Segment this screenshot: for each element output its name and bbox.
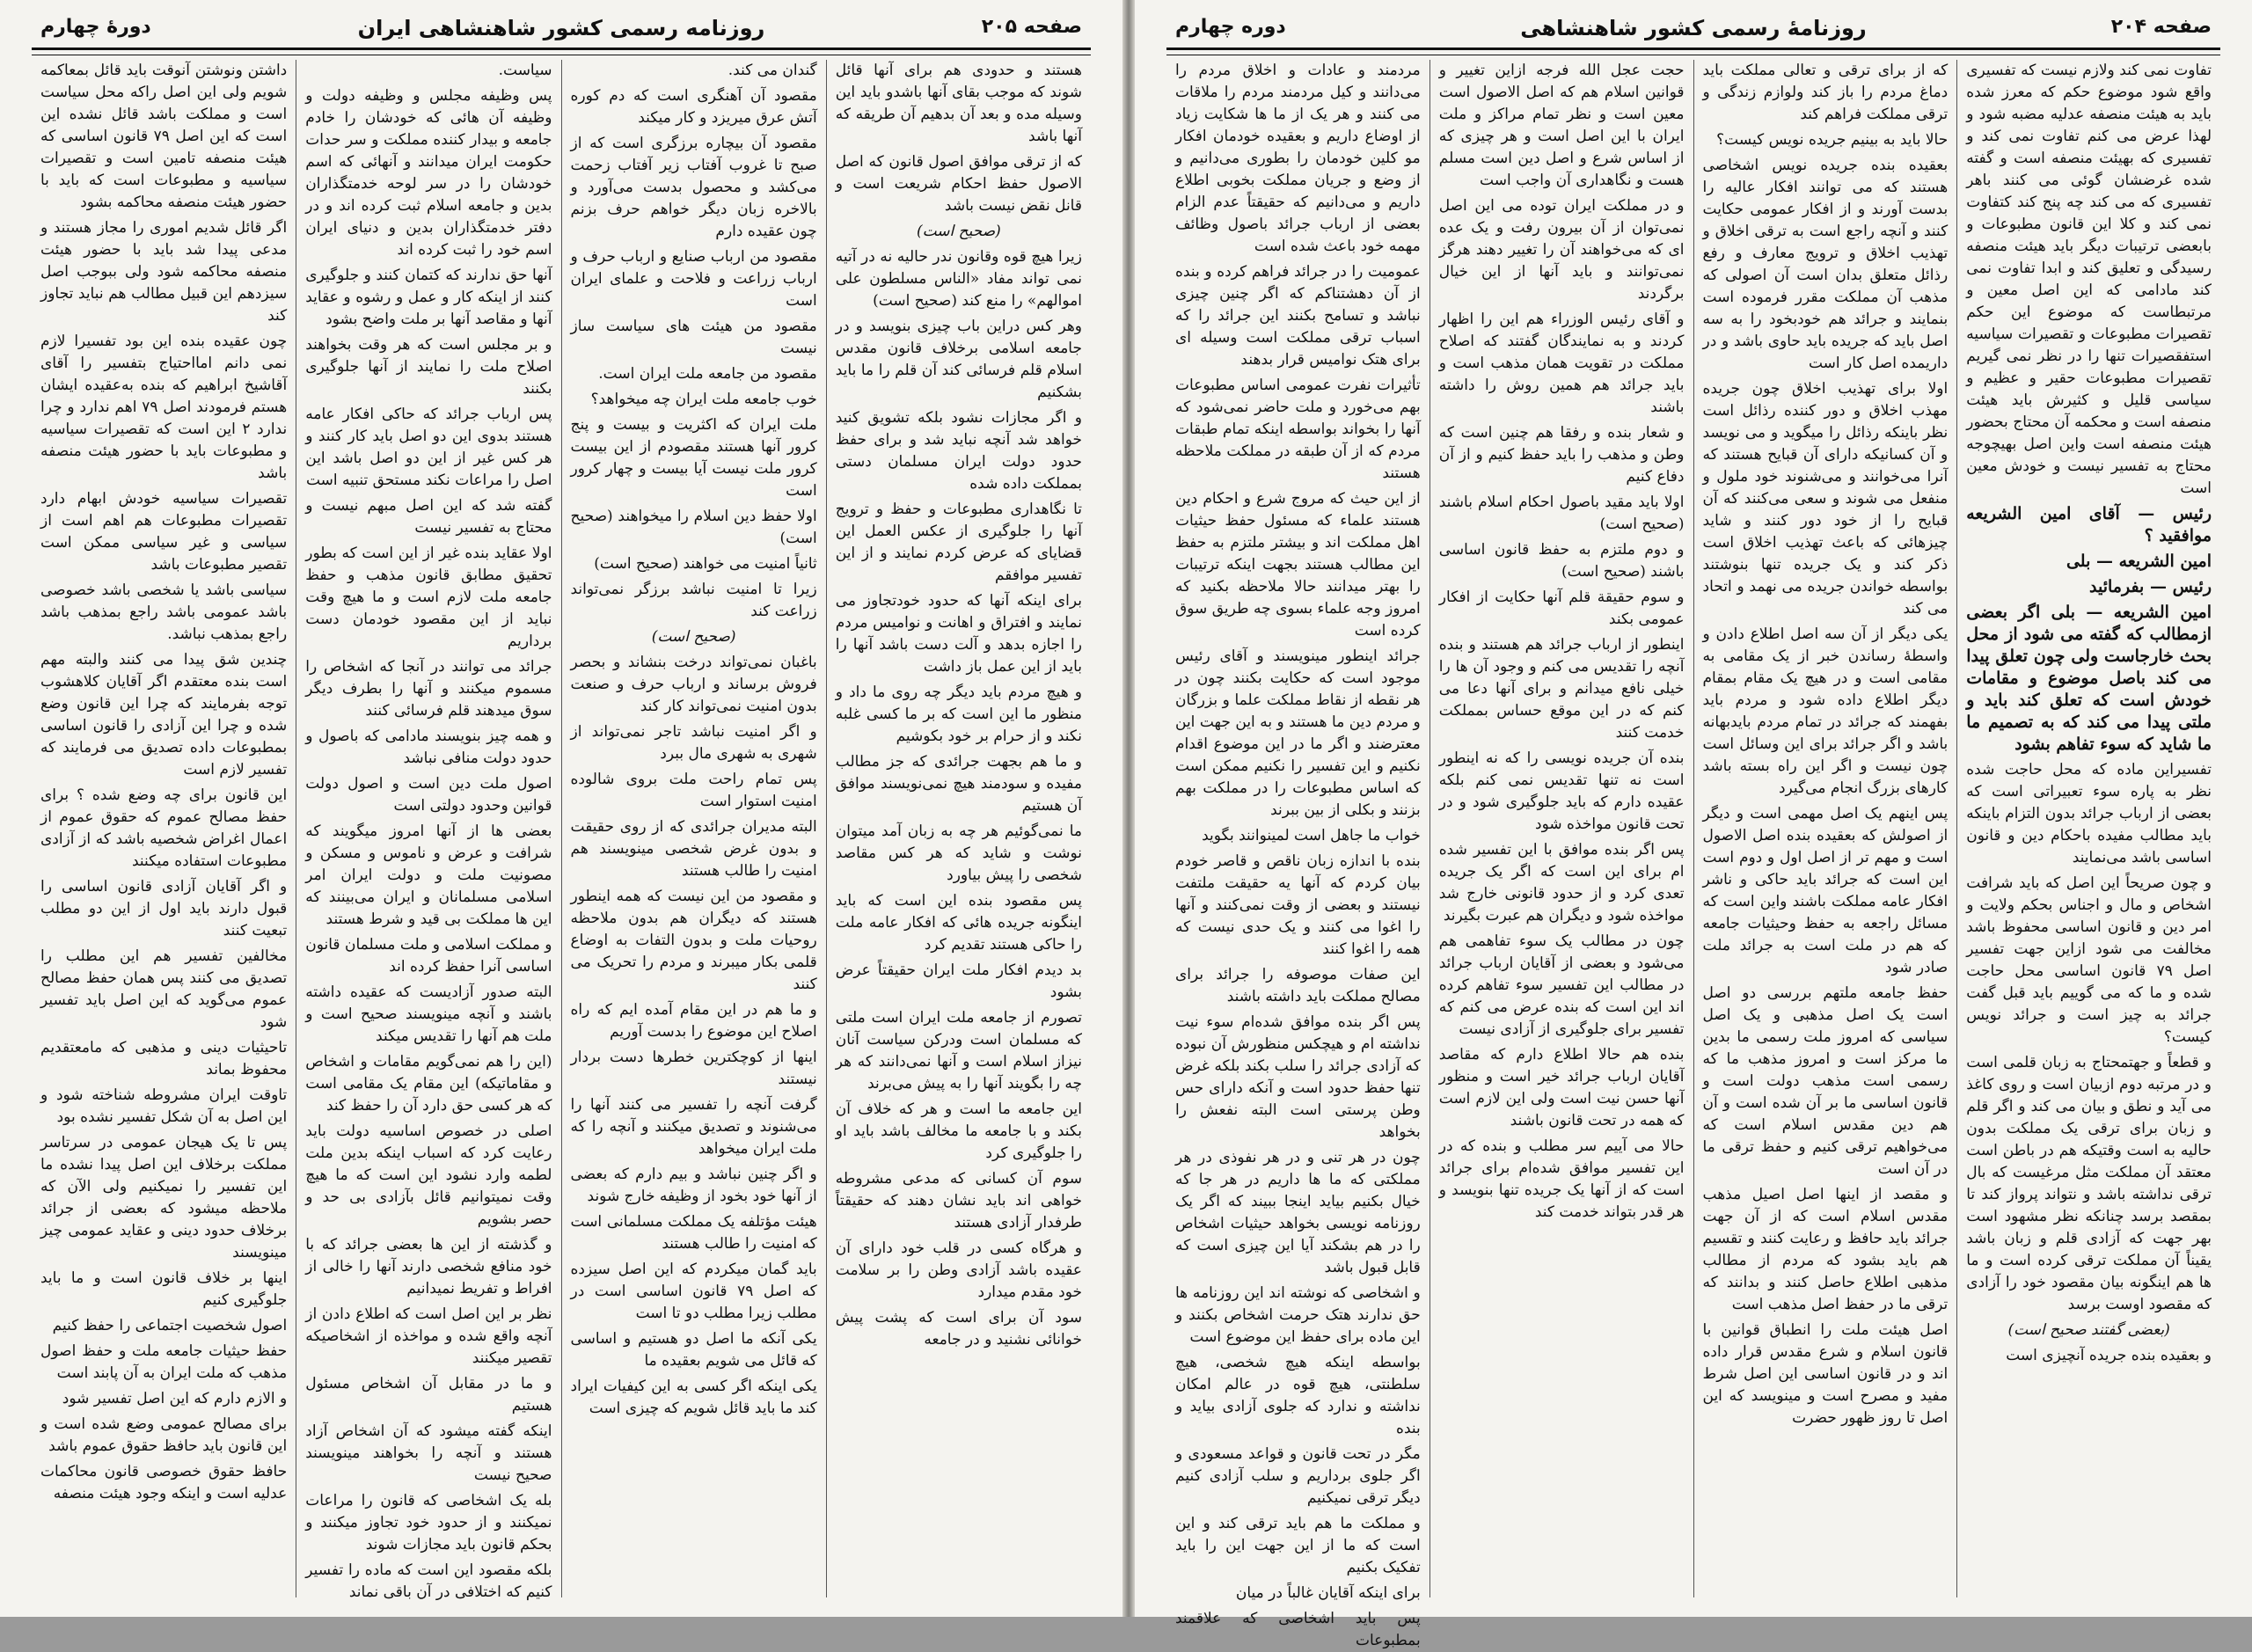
paragraph: زیرا هیچ قوه وقانون ندر حالیه نه در آتیه نمی تواند مفاد «الناس مسلطون علی اموالهم» را منع کند (صحیح است)	[835, 248, 1082, 310]
paragraph: و در مملکت ایران توده می این اصل نمی‌توان از آن بیرون رفت و یک عده ای که می‌خواهند آن را تغییر دهند هرگز نمی‌توانند و باید آنها از این خیال برگردند	[1438, 197, 1685, 303]
text-column	[1694, 60, 1958, 1597]
paragraph: مقصود آن بیچاره برزگری است که از صبح تا غروب آفتاب زیر آفتاب زحمت می‌کشد و محصول بدست می‌آورد و بالاخره زبان دیگر خواهم حرف بزنم چون عقیده دارم	[570, 135, 817, 240]
paragraph: از این حیث که مروج شرع و احکام دین هستند علماء که مسئول حفظ حیثیات اهل مملکت اند و بیشتر ملتزم به حفظ این مطالب هستند بجهت اینکه ترتیبات را بهتر میدانند حالا ملاحظه بکنید که امروز وجه علماء بسوی چه طریق سوق کرده است	[1175, 490, 1421, 640]
paragraph: پس تمام راحت ملت بروی شالوده امنیت استوار است	[570, 771, 817, 810]
paragraph: و ما هم در این مقام آمده ایم که راه اصلاح این موضوع را بدست آوریم	[570, 1001, 817, 1041]
paragraph: ثانیاً امنیت می خواهند (صحیح است)	[594, 555, 817, 573]
paragraph: اینها بر خلاف قانون است و ما باید جلوگیری کنیم	[40, 1269, 288, 1309]
paragraph: پس مقصود بنده این است که باید اینگونه جریده هائی که افکار عامه ملت را حاکی هستند تقدیم کرد	[835, 892, 1082, 954]
paragraph: و هیچ مردم باید دیگر چه روی ما داد و منظور ما این است که بر ما کسی غلبه نکند و از حرام بر خود بکوشیم	[835, 683, 1082, 745]
paragraph: و اگر آقایان آزادی قانون اساسی را قبول دارند باید اول از این دو مطلب تبعیت کنند	[40, 878, 288, 939]
paragraph: اگر قائل شدیم اموری را مجاز هستند و مدعی پیدا شد باید با حضور هیئت منصفه محاکمه شود ولی ببوجب اصل سیزدهم این قبیل مطالب هم نباید تجاوز کند	[40, 219, 288, 325]
text-column	[1166, 60, 1430, 1649]
paragraph: چون در مطالب یک سوء تفاهمی هم می‌شود و بعضی از آقایان ارباب جرائد در مطالب این تفسیر سوء تفاهم کرده اند این است که بنده عرض می کنم که تفسیر برای جلوگیری از آزادی نیست	[1438, 932, 1685, 1038]
paragraph: مقصود آن آهنگری است که دم کوره آتش عرق میریزد و کار میکند	[570, 87, 817, 127]
paragraph: تاوقت ایران مشروطه شناخته شود و این اصل به آن شکل تفسیر نشده بود	[40, 1086, 288, 1126]
paragraph: اصل هیئت ملت را انطباق قوانین با قانون اسلام و شرع مقدس قرار داده اند و در قانون اساسی این اصل شرط مفید و مصرح است و مینویسد که این اصل تا روز ظهور حضرت	[1702, 1321, 1949, 1427]
paragraph: (صحیح است)	[916, 223, 1001, 240]
paragraph: حالا می آییم سر مطلب و بنده که در این تفسیر موافق شده‌ام برای جرائد است که از آنها یک جریده تنها بنویسد و هر قدر بتواند خدمت کند	[1438, 1137, 1685, 1221]
paragraph: آنها حق ندارند که کتمان کنند و جلوگیری کنند از اینکه کار و عمل و رشوه و عقاید آنها و مقاصد آنها بر ملت واضح بشود	[305, 267, 552, 328]
paragraph: (این را هم نمی‌گویم مقامات و اشخاص و مقاماتیکه) این مقام یک مقامی است که هر کسی حق دارد آن را حفظ کند	[305, 1053, 552, 1115]
paragraph: البته صدور آزادیست که عقیده داشته باشند و آنچه مینویسند صحیح است و ملت هم آنها را تقدیس میکند	[305, 983, 552, 1045]
paragraph: و سوم حقیقة قلم آنها حکایت از افکار عمومی بکند	[1438, 588, 1685, 628]
paragraph: پس باید اشخاصی که علاقمند بمطبوعات	[1175, 1610, 1421, 1649]
paragraph: و قطعاً و جهتمحتاج به زبان قلمی است و در مرتبه دوم ازبیان است و روی کاغذ می آید و نطق و بیان می کند و اگر قلم و زبان برای ترقی یک مملکت بدون حالیه به است وقتیکه هم در باطن است معتقد آن مملکت مثل مرغیست که بال ترقی نداشته باشد و نتواند پرواز کند تا بمقصد برسد چنانکه نظر مشهود است بهر جهت که آزادی قلم و زبان باشد یقیناً آن مملکت ترقی کرده است و ما ها هم اینگونه بیان مقصود خود را آزادی که مقصود اوست برسد	[1966, 1054, 2212, 1313]
paragraph: باید گمان میکردم که این اصل سیزده که اصل ۷۹ قانون اساسی است در مطلب زیرا مطلب دو تا است	[570, 1261, 817, 1322]
paragraph: اینطور از ارباب جرائد هم هستند و بنده آنچه را تقدیس می کنم و وجود آن ها را خیلی نافع میدانم و برای آنها دعا می کنم که در این موقع حساس بمملکت خدمت کنند	[1438, 636, 1685, 742]
paragraph: و چون صریحاً این اصل که باید شرافت اشخاص و مال و اجناس بحکم ولایت و امر دین و قانون اساسی محفوظ باشد مخالفت می شود ازاین جهت تفسیر اصل ۷۹ قانون اساسی محل حاجت شده و ما که می گوییم باید قبل گفت جرائد به چیز است و جرائد نویس کیست؟	[1966, 874, 2212, 1046]
paragraph: خواب ما جاهل است لمینوانند بگوید	[1202, 827, 1421, 844]
paragraph: تصورم از جامعه ملت ایران است ملتی که مسلمان است ودرکن سیاست آنان نیزاز اسلام است و آنها نمی‌دانند که هر چه را بگویند آنها را به پیش می‌برند	[835, 1009, 1082, 1093]
paragraph: باغبان نمی‌تواند درخت بنشاند و بحصر فروش برساند و ارباب حرف و صنعت بدون امنیت نمی‌تواند کار کند	[570, 654, 817, 715]
paragraph: برای اینکه آنها که حدود خودتجاوز می نمایند و افتراق و اهانت و نوامیس مردم را اجازه بدهد و آلت دست باشد آنها را باید از این عمل باز داشت	[835, 592, 1082, 676]
paragraph: و مملکت ما هم باید ترقی کند و این است که ما از این جهت این را باید تفکیک بکنیم	[1175, 1515, 1421, 1576]
paragraph: بنده آن جریده نویسی را که نه اینطور است نه تنها تقدیس نمی کنم بلکه عقیده دارم که باید جلوگیری شود و در تحت قانون مواخذه شود	[1438, 749, 1685, 833]
speaker-line: امین الشریعه — بلی	[2066, 552, 2212, 571]
paragraph: مقصود من ارباب صنایع و ارباب حرف و ارباب زراعت و فلاحت و علمای ایران است	[570, 248, 817, 310]
volume-label: دورهٔ چهارم	[40, 16, 151, 38]
paragraph: و مقصود من این نیست که همه اینطور هستند که دیگران هم بدون ملاحظه روحیات ملت و بدون التفات به اوضاع قلمی بکار میبرند و مردم را تحریک می کنند	[570, 888, 817, 993]
header-rule	[1166, 48, 2220, 55]
paragraph: این جامعه ما است و هر که خلاف آن بکند و با جامعه ما مخالف باشد باید او را جلوگیری کرد	[835, 1100, 1082, 1162]
paragraph: و مقصد از اینها اصل اصیل مذهب مقدس اسلام است که از آن جهت جرائد باید حافظ و رعایت کنند و تقسیم هم باید بشود که مردم از مطالب مذهبی اطلاع حاصل کنند و بدانند که ترقی ما در حفظ اصل مذهب است	[1702, 1186, 1949, 1313]
text-column	[296, 60, 561, 1601]
paragraph: یکی آنکه ما اصل دو هستیم و اساسی که قائل می شویم بعقیده ما	[570, 1330, 817, 1370]
paragraph: تا نگاهداری مطبوعات و حفظ و ترویج آنها را جلوگیری از عکس العمل این قضایای که عرض کردم نمایند و از این تفسیر موافقم	[835, 501, 1082, 584]
text-column	[1430, 60, 1694, 1597]
paragraph: و اگر مجازات نشود بلکه تشویق کنید خواهد شد آنچه نباید شد و برای حفظ حدود دولت ایران مسلمان دستی بمملکت داده شده	[835, 409, 1082, 493]
paragraph: زیرا تا امنیت نباشد برزگر نمی‌تواند زراعت کند	[570, 581, 817, 620]
speaker-line: امین الشریعه — بلی اگر بعضی ازمطالب که گفته می شود از محل بحث خارجاست ولی چون تعلق پیدا می کند باصل موضوع و مقامات خودش است که تعلق کند باید و ملتی پیدا می کند که به تصمیم ما ما شاید که سوء تفاهم بشود	[1966, 603, 2212, 754]
running-head-right	[1166, 11, 2220, 49]
paragraph: گفته شد که این اصل مبهم نیست و محتاج به تفسیر نیست	[305, 497, 552, 537]
paragraph: مخالفین تفسیر هم این مطلب را تصدیق می کنند پس همان حفظ مصالح عموم می‌گوید که این اصل باید تفسیر شود	[40, 947, 288, 1031]
paragraph: مقصود من جامعه ملت ایران است.	[598, 365, 817, 383]
paragraph: این صفات موصوفه را جرائد برای مصالح مملکت باید داشته باشند	[1175, 966, 1421, 1005]
paragraph: البته مدیران جرائدی که از روی حقیقت و بدون غرض شخصی مینویسند هم امنیت را طالب هستند	[570, 818, 817, 880]
columns	[1166, 60, 2220, 1649]
paragraph: و گذشته از این ها بعضی جرائد که با خود منافع شخصی دارند آنها را خالی از افراط و تفریط نمیدانیم	[305, 1236, 552, 1297]
running-head-left	[32, 11, 1091, 49]
paragraph: اصول شخصیت اجتماعی را حفظ کنیم	[52, 1317, 288, 1334]
newspaper-title: روزنامهٔ رسمی کشور شاهنشاهی	[1520, 16, 1867, 40]
paragraph: اینها از کوچکترین خطرها دست بردار نیستند	[570, 1049, 817, 1088]
paragraph: و آقای رئیس الوزراء هم این را اظهار کردند و به نمایندگان گفتند که اصلاح مملکت در تقویت همان مذهب است و باید جرائد هم همین روش را داشته باشند	[1438, 311, 1685, 416]
paragraph: چون در هر تنی و در هر نفوذی در هر مملکتی که ما ها داریم در هر جا که خیال بکنیم بیاید اینجا ببیند که اگر یک روزنامه نویسی بخواهد حیثیات اشخاص را در هم بشکند آیا این چیزی است که قابل قبول باشد	[1175, 1149, 1421, 1276]
paragraph: اولا برای تهذیب اخلاق چون جریده مهذب اخلاق و دور کننده رذائل است نظر باینکه رذائل را میگوید و می نویسد و آن کسانیکه دارای آن قبایح هستند که آنرا می‌خوانند و می‌شنوند خود ملول و منفعل می شوند و سعی می‌کنند که آن قبایح را از خود دور کنند و شاید چیزهائی که باعث تهذیب اخلاق است ذکر کند و یک جریده تنها بنوشتند بواسطه خواندن جریده می نهمد و اتحاد می کند	[1702, 380, 1949, 618]
paragraph: (بعضی گفتند صحیح است)	[2007, 1321, 2170, 1339]
speaker-line: رئیس — آقای امین الشریعه موافقید ؟	[1966, 504, 2212, 545]
paragraph: ملت ایران که اکثریت و بیست و پنج کرور آنها هستند مقصودم از این بیست کرور ملت نیست آیا بیست و چهار کرور است	[570, 416, 817, 500]
paragraph: حالا باید به بینیم جریده نویس کیست؟	[1716, 131, 1949, 149]
text-column	[32, 60, 296, 1597]
paragraph: یکی اینکه اگر کسی به این کیفیات ایراد کند ما باید قائل شویم که چیزی است	[570, 1378, 817, 1417]
paragraph: و ما هم بجهت جرائدی که جز مطالب مفیده و سودمند هیچ نمی‌نویسند موافق آن هستیم	[835, 753, 1082, 815]
paragraph: بعضی ها از آنها امروز میگویند که شرافت و عرض و ناموس و مسکن و مصونیت ملت و دولت ایران امر اسلامی مسلمانان و ایران می‌بینند که این ها مملکت بی قید و شرط هستند	[305, 822, 552, 928]
paragraph: مگر در تحت قانون و قواعد مسعودی و اگر جلوی برداریم و سلب آزادی کنیم دیگر ترقی نمیکنیم	[1175, 1445, 1421, 1507]
paragraph: اصول ملت دین است و اصول دولت قوانین وحدود دولتی است	[305, 775, 552, 815]
paragraph: چندین شق پیدا می کنند والبته مهم است بنده معتقدم اگر آقایان کلاهشوب توجه بفرمایند که چرا این قانون وضع شده و چرا این آزادی را قانون اساسی بمطبوعات داده تصدیق می فرمایند که تفسیر لازم است	[40, 651, 288, 778]
paragraph: گندان می کند.	[728, 62, 817, 79]
paragraph: بله یک اشخاصی که قانون را مراعات نمیکنند و از حدود خود تجاوز میکنند و بحکم قانون باید مجازات شوند	[305, 1492, 552, 1553]
paragraph: گرفت آنچه را تفسیر می کنند آنها را می‌شنوند و تصدیق میکنند و آنچه را که ملت ایران میخواهد	[570, 1096, 817, 1158]
newspaper-title: روزنامه رسمی کشور شاهنشاهی ایران	[357, 16, 765, 40]
page-number: صفحه ۲۰۵	[981, 16, 1082, 38]
paragraph: اولا باید مقید باصول احکام اسلام باشند (صحیح است)	[1438, 493, 1685, 533]
paragraph: بنده با اندازه زبان ناقص و قاصر خودم بیان کردم که آنها یه حقیقت ملتفت نیستند و بعضی از وقت نمی‌کنند و آنها را اغوا می کنند و یک حدی نیست که همه را اغوا کنند	[1175, 852, 1421, 958]
left-page	[0, 0, 1122, 1617]
paragraph: اولا حفظ دین اسلام را میخواهند (صحیح است)	[570, 508, 817, 547]
text-column	[1957, 60, 2220, 1597]
text-column	[827, 60, 1091, 1597]
paragraph: هیئت مؤتلفه یک مملکت مسلمانی است که امنیت را طالب هستند	[570, 1213, 817, 1253]
text-column	[562, 60, 827, 1597]
paragraph: حفظ جامعه ملتهم بررسی دو اصل است یک اصل مذهبی و یک اصل سیاسی که امروز ملت رسمی ما بدین ما مرکز است و امروز مذهب ما که رسمی است مذهب دولت است و قانون اساسی ما بر آن شده است و آن هم دین مقدس اسلام است که می‌خواهیم ترقی کنیم و حفظ ترقی ما در آن است	[1702, 984, 1949, 1178]
paragraph: جرائد اینطور مینویسند و آقای رئیس موجود است که حکایت بکنند چون در هر نقطه از نقاط مملکت علما و بزرگان و مردم دین ما هستند و به این جهت این معترضند و اگر ما در این موضوع اقدام نکنیم و این تفسیر را نکنیم ممکن است که اساس مطبوعات را در مملکت بهم بزنند و بکلی از بین ببرند	[1175, 647, 1421, 819]
paragraph: اولا عقاید بنده غیر از این است که بطور تحقیق مطابق قانون مذهب و حفظ جامعه ملت لازم است و ما هیچ وقت نباید از این مقصود خودمان دست برداریم	[305, 545, 552, 650]
paragraph: تفسیراین ماده که محل حاجت شده نظر به پاره سوء تعبیراتی است که بعضی از ارباب جرائد بدون التزام باینکه باید مطالب مفیده باحکام دین و قانون اساسی باشد می‌نمایند	[1966, 761, 2212, 866]
paragraph: مقصود من هیئت های سیاست ساز نیست	[570, 318, 817, 357]
paragraph: و همه چیز بنویسند مادامی که باصول و حدود دولت منافی نباشد	[305, 727, 552, 767]
paragraph: سود آن برای است که پشت پیش خوانائی نشنید و در جامعه	[835, 1309, 1082, 1349]
paragraph: سیاسی باشد یا شخصی باشد خصوصی باشد عمومی باشد راجع بمذهب باشد راجع بمذهب نباشد.	[40, 581, 288, 643]
paragraph: اینکه گفته میشود که آن اشخاص آزاد هستند و آنچه را بخواهند مینویسند صحیح نیست	[305, 1422, 552, 1484]
paragraph: پس ارباب جرائد که حاکی افکار عامه هستند بدوی این دو اصل باید کار کنند و هر کس غیر از این دو اصل باشد این اصل را مراعات نکند مستحق تنبیه است	[305, 406, 552, 489]
paragraph: پس تا یک هیجان عمومی در سرتاسر مملکت برخلاف این اصل پیدا نشده ما این تفسیر را نمیکنیم ولی الآن که ملاحظه میشود که بعضی از جرائد برخلاف حدود دینی و عقاید عمومی چیز مینویسند	[40, 1134, 288, 1261]
paragraph: و اشخاصی که نوشته اند این روزنامه ها حق ندارند هتک حرمت اشخاص بکنند و این ماده برای حفظ این موضوع است	[1175, 1284, 1421, 1346]
paragraph: و شعار بنده و رفقا هم چنین است که وطن و مذهب را باید حفظ کنیم و از آن دفاع کنیم	[1438, 424, 1685, 486]
header-rule	[32, 48, 1091, 55]
paragraph: و الازم دارم که این اصل تفسیر شود	[62, 1390, 288, 1407]
paragraph: چون عقیده بنده این بود تفسیرا لازم نمی دانم امااحتیاج بتفسیر را آقای آقاشیخ ابراهیم که بنده به‌عقیده ایشان هستم فرمودند اصل ۷۹ اهم ندارد و چرا ندارد ۲ این است که تقصیرات سیاسیه و مطبوعات باید با حضور هیئت منصفه باشد	[40, 333, 288, 482]
paragraph: که از ترقی موافق اصول قانون که اصل الاصول حفظ احکام شریعت است و قانل نقض نیست باشد	[835, 153, 1082, 215]
paragraph: وهر کس دراین باب چیزی بنویسد و در جامعه اسلامی برخلاف قانون مقدس اسلام قلم فرسائی کند آن قلم را ما باید بشکنیم	[835, 318, 1082, 401]
paragraph: بواسطه اینکه هیچ شخصی، هیچ سلطنتی، هیچ قوه در عالم امکان نداشته و ندارد که جلوی آزادی بیاید و بنده	[1175, 1354, 1421, 1437]
book-gutter	[1122, 0, 1135, 1617]
paragraph: (صحیح است)	[651, 628, 736, 646]
paragraph: برای اینکه آقایان غالباً در میان	[1235, 1584, 1421, 1602]
paragraph: داشتن ونوشتن آنوقت باید قائل بمعاکمه شویم ولی این اصل راکه محل سیاست است و مملکت باشد قائل نشده این است که این اصل ۷۹ قانون اساسی که هیئت منصفه تامین است و تقصیرات سیاسیه و مطبوعات است که باید با حضور هیئت منصفه محاکمه بشود	[40, 62, 288, 211]
right-page	[1135, 0, 2252, 1649]
paragraph: پس اینهم یک اصل مهمی است و دیگر از اصولش که بعقیده بنده اصل الاصول است و مهم تر از اصل اول و دوم است این است که جرائد باید حاکی و ناشر افکار عامه مملکت باشند واین است که مسائل راجعه به حفظ وحیثیات جامعه که هم در ملت است به جرائد ملت صادر شود	[1702, 805, 1949, 976]
paragraph: بنده هم حالا اطلاع دارم که مقاصد آقایان ارباب جرائد خیر است و منظور آنها حسن نیت است ولی این لازم است که همه در تحت قانون باشند	[1438, 1046, 1685, 1129]
columns	[32, 60, 1091, 1601]
paragraph: خوب جامعه ملت ایران چه میخواهد؟	[590, 391, 817, 408]
paragraph: مردمند و عادات و اخلاق مردم را می‌دانند و کیل مردمند مردم را ملاقات می کنند و هر یک از ما ها شکایت زیاد از اوضاع داریم و بعقیده خودمان افکار مو کلین خودمان را بطوری می‌دانیم و از وضع و جریان مملکت بخوبی اطلاع داریم و می‌دانیم که حقیقتاً عدم الزام بعضی از ارباب جرائد باصول وظائف مهمه خود باعث شده است	[1175, 62, 1421, 255]
paragraph: بعقیده بنده جریده نویس اشخاصی هستند که می توانند افکار عالیه را بدست آورند و از افکار عمومی حکایت کنند و آنچه راجع است به ترقی اخلاق و تهذیب اخلاق و ترویج معارف و رفع رذائل متعلق بدان است آن اصولی که مذهب آن مملکت مقرر فرموده است بنمایند و جرائد هم خودبخود را به سه اصل باید که جریده باید حاوی باشد و در داریمده اصل کار است	[1702, 157, 1949, 372]
paragraph: و اگر چنین نباشد و بیم دارم که بعضی از آنها خود بخود از وظیفه خارج شوند	[570, 1166, 817, 1205]
paragraph: و اگر امنیت نباشد تاجر نمی‌تواند از شهری به شهری مال ببرد	[570, 723, 817, 763]
paragraph: ما نمی‌گوئیم هر چه به زبان آمد میتوان نوشت و شاید که هر کس مقاصد شخصی را پیش بیاورد	[835, 822, 1082, 884]
paragraph: عمومیت را در جرائد فراهم کرده و بنده از آن دهشتناکم که اگر چنین چیزی نباشد و تسامح بکنند این جرائد را که اسباب ترقی مملکت است وسیله ای برای هتک نوامیس قرار بدهند	[1175, 263, 1421, 369]
paragraph: برای مصالح عمومی وضع شده است و این قانون باید حافظ حقوق عموم باشد	[40, 1415, 288, 1455]
paragraph: و بر مجلس است که هر وقت بخواهند اصلاح ملت را نمایند از آنها جلوگیری بکنند	[305, 336, 552, 398]
paragraph: جرائد می توانند در آنجا که اشخاص را مسموم میکنند و آنها را بطرف دیگر سوق میدهند قلم فرسائی کنند	[305, 658, 552, 720]
paragraph: هستند و حدودی هم برای آنها قائل شوند که موجب بقای آنها باشدو باید این وسیله مده و بعد آن بدهیم آن طریقه که آنها باشد	[835, 62, 1082, 145]
paragraph: اصلی در خصوص اساسیه دولت باید رعایت کرد که اسباب اینکه بدین ملت لطمه وارد نشود این است که ما هیچ وقت نمیتوانیم قائل بآزادی بی حد و حصر بشویم	[305, 1122, 552, 1228]
paragraph: تاحیثیات دینی و مذهبی که مامعتقدیم محفوظ بماند	[40, 1039, 288, 1078]
paragraph: حافظ حقوق خصوصی قانون محاکمات عدلیه است و اینکه وجود هیئت منصفه	[40, 1463, 288, 1502]
paragraph: تفاوت نمی کند ولازم نیست که تفسیری واقع شود موضوع حکم که معرز شده باید به هیئت منصفه عدلیه مضبه شود و لهذا عرض می کنم تفاوت نمی کند و تفسیری که بهیئت منصفه است و گفته شده غرضشان گوئی می کنند باهر تفسیری که می کند چه پنج کند کتفاوت نمی کند و کلا این قانون مطبوعات و بابعضی ترتیبات دیگر باید هیئت منصفه رسیدگی و تعلیق کند و ابدا تفاوت نمی کند مادامی که این اصل معین و مرتبطاست که موضوع این حکم تقصیرات مطبوعات و تقصیرات سیاسیه استفقصیرات تنها را در نظر نمی گیریم تقصیرات مطبوعات حقیر و عظیم و سیاسی قلیل و کثیرش باید هیئت منصفه است و محکمه آن محتاج بحضور هیئت منصفه است واین اصل بهیچوجه محتاج به تفسیر نیست و خودش معین است	[1966, 62, 2212, 497]
volume-label: دوره چهارم	[1175, 16, 1286, 38]
paragraph: حجت عجل الله فرجه ازاین تغییر و قوانین اسلام هم که اصل الاصول است معین است و نظر تمام مراکز و ملت ایران با این اصل است و هر چیزی که از اساس شرع و اصل دین است مسلم هست و نگاهداری آن واجب است	[1438, 62, 1685, 189]
page-number: صفحه ۲۰۴	[2110, 16, 2212, 38]
paragraph: و بعقیده بنده جریده آنچیزی است	[2006, 1347, 2212, 1364]
paragraph: یکی دیگر از آن سه اصل اطلاع دادن و واسطهٔ رساندن خبر از یک مقامی به مقامی است و در هیچ یک مقام بمقام دیگر اطلاع داده شود و مردم باید بفهمند که جرائد در تمام مردم بایدبهانه باشد و اگر جرائد برای این وسائل است چون نیست و اگر این راه بسته باشد کارهای بزرگ انجام می‌گیرد	[1702, 625, 1949, 797]
paragraph: که از برای ترقی و تعالی مملکت باید دماغ مردم را باز کند ولوازم زندگی و ترقی مملکت فراهم کند	[1702, 62, 1949, 123]
paragraph: سیاست.	[498, 62, 552, 79]
paragraph: پس اگر بنده موافق شده‌ام سوء نیت نداشته ام و هیچکس منظورش آن نبوده که آزادی جرائد را سلب بکند بلکه غرض تنها حفظ حدود است و آنکه دارای حس وطن پرستی است البته نفعش را بخواهد	[1175, 1013, 1421, 1141]
paragraph: بد دیدم افکار ملت ایران حقیقتاً عرض بشود	[835, 961, 1082, 1001]
speaker-line: رئیس — بفرمائید	[2089, 577, 2212, 596]
paragraph: این قانون برای چه وضع شده ؟ برای حفظ مصالح عموم که حقوق عموم از اعمال اغراض شخصیه باشد که از آزادی مطبوعات استفاده میکنند	[40, 786, 288, 870]
paragraph: حفظ حیثیات جامعه ملت و حفظ اصول مذهب که ملت ایران به آن پابند است	[40, 1342, 288, 1382]
paragraph: بلکه مقصود این است که ماده را تفسیر کنیم که اختلافی در آن باقی نماند	[305, 1561, 552, 1601]
paragraph: تقصیرات سیاسیه خودش ابهام دارد تقصیرات مطبوعات هم اهم است از سیاسی و غیر سیاسی ممکن است تقصیر مطبوعات باشد	[40, 490, 288, 574]
paragraph: و ما در مقابل آن اشخاص مسئول هستیم	[305, 1375, 552, 1414]
paragraph: و دوم ملتزم به حفظ قانون اساسی باشند (صحیح است)	[1438, 541, 1685, 581]
paragraph: سوم آن کسانی که مدعی مشروطه خواهی اند باید نشان دهند که حقیقتاً طرفدار آزادی هستند	[835, 1170, 1082, 1232]
paragraph: پس وظیفه مجلس و وظیفه دولت و وظیفه آن هائی که خودشان را خادم جامعه و بیدار کننده مملکت و سر حدات حکومت ایران میدانند و آنهائی که اسم خودشان را در سر لوحه خدمتگذاران بدین و جامعه اسلام ثبت کرده اند و در دفتر خدمتگذاران بدین و دنیای ایران اسم خود را ثبت کرده اند	[305, 87, 552, 259]
paragraph: و هرگاه کسی در قلب خود دارای آن عقیده باشد آزادی وطن را بر سلامت خود مقدم میدارد	[835, 1239, 1082, 1301]
paragraph: تأثیرات نفرت عمومی اساس مطبوعات بهم می‌خورد و ملت حاضر نمی‌شود که آنها را بخواند بواسطه اینکه تمام طبقات مردم که از آن طبقه در مملکت ملاحظه هستند	[1175, 376, 1421, 482]
paragraph: و مملکت اسلامی و ملت مسلمان قانون اساسی آنرا حفظ کرده اند	[305, 936, 552, 976]
paragraph: نظر بر این اصل است که اطلاع دادن از آنچه واقع شده و مواخذه از اشخاصیکه تقصیر میکنند	[305, 1305, 552, 1367]
paragraph: پس اگر بنده موافق با این تفسیر شده ام برای این است که اگر یک جریده تعدی کرد و از حدود قانونی خارج شد مواخذه شود و دیگران هم عبرت بگیرند	[1438, 841, 1685, 925]
